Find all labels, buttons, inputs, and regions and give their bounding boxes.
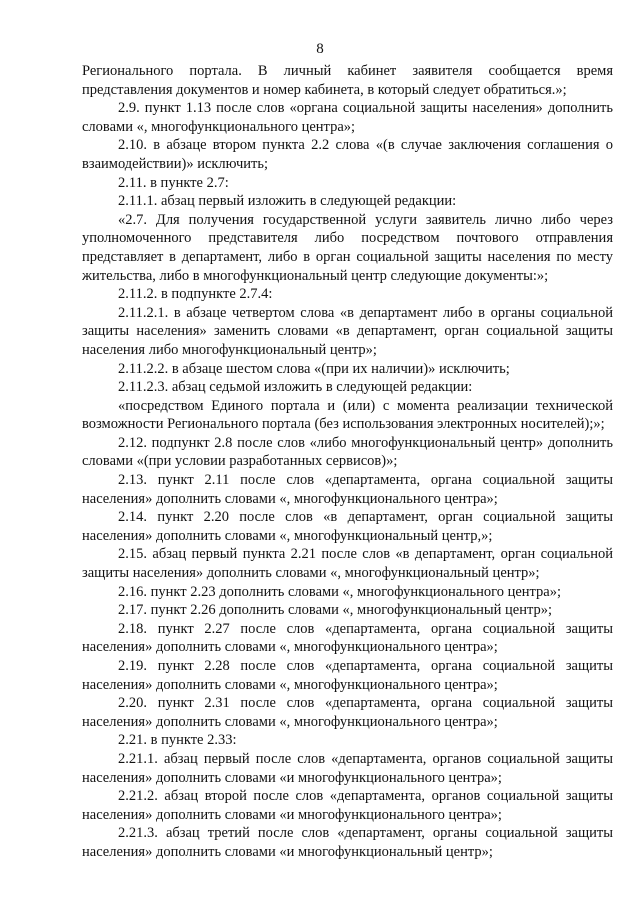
paragraph-2-11-1: 2.11.1. абзац первый изложить в следующей редакции: [118,193,457,210]
paragraph-2-13: 2.13. пункт 2.11 после слов «департамента, органа социальной защиты населения» дополнить словами «, многофункционального центра»; [82,472,613,507]
paragraph-2-9: 2.9. пункт 1.13 после слов «органа социальной защиты населения» дополнить словами «, многофункционального центра»; [82,100,613,135]
paragraph-2-11-2-2: 2.11.2.2. в абзаце шестом слова «(при их наличии)» исключить; [118,360,510,377]
paragraph-2-16: 2.16. пункт 2.23 дополнить словами «, многофункционального центра»; [118,583,562,600]
paragraph-2-21: 2.21. в пункте 2.33: [118,732,237,749]
paragraph-portal-quote: «посредством Единого портала и (или) с момента реализации технической возможности Регионального портала (без использования электронных носителей);»; [82,397,613,433]
paragraph-2-21-2: 2.21.2. абзац второй после слов «департамента, органов социальной защиты населения» дополнить словами «и многофункционального центра»; [82,788,613,823]
document-body [82,62,613,862]
paragraph-continuation: Регионального портала. В личный кабинет заявителя сообщается время представления документов и номер кабинета, в который следует обратиться.»; [82,63,613,98]
page-number: 8 [316,41,324,57]
paragraph-2-17: 2.17. пункт 2.26 дополнить словами «, многофункциональный центр»; [118,602,552,619]
paragraph-2-11: 2.11. в пункте 2.7: [118,174,229,191]
paragraph-2-11-2-3: 2.11.2.3. абзац седьмой изложить в следующей редакции: [118,379,473,396]
paragraph-2-14: 2.14. пункт 2.20 после слов «в департамент, орган социальной защиты населения» дополнить словами «, многофункциональный центр,»; [82,509,613,544]
paragraph-2-11-2-1: 2.11.2.1. в абзаце четвертом слова «в департамент либо в органы социальной защиты населения» заменить словами «в департамент, орган социальной защиты населения либо многофункциональный центр»; [82,304,613,358]
paragraph-2-18: 2.18. пункт 2.27 после слов «департамента, органа социальной защиты населения» дополнить словами «, многофункционального центра»; [82,620,613,656]
paragraph-2-15: 2.15. абзац первый пункта 2.21 после слов «в департамент, орган социальной защиты населения» дополнить словами «, многофункциональный центр»; [82,546,613,582]
paragraph-2-12: 2.12. подпункт 2.8 после слов «либо многофункциональный центр» дополнить словами «(при условии разработанных сервисов)»; [82,434,613,470]
paragraph-2-20: 2.20. пункт 2.31 после слов «департамента, органа социальной защиты населения» дополнить словами «, многофункционального центра»; [82,695,613,730]
paragraph-2-21-1: 2.21.1. абзац первый после слов «департамента, органов социальной защиты населения» дополнить словами «и многофункционального центра»; [82,750,613,786]
paragraph-2-21-3: 2.21.3. абзац третий после слов «департамент, органы социальной защиты населения» дополнить словами «и многофункциональный центр»; [82,825,613,860]
paragraph-2-11-2: 2.11.2. в подпункте 2.7.4: [118,286,273,303]
paragraph-2-7-quote: «2.7. Для получения государственной услуги заявитель лично либо через уполномоченного представителя либо посредством почтового отправления представляет в департамент, либо в орган социальной защиты населения по месту жительства, либо в многофункциональный центр следующие документы:»; [82,211,613,284]
paragraph-2-10: 2.10. в абзаце втором пункта 2.2 слова «(в случае заключения соглашения о взаимодействии)» исключить; [82,137,613,172]
paragraph-2-19: 2.19. пункт 2.28 после слов «департамента, органа социальной защиты населения» дополнить словами «, многофункционального центра»; [82,658,613,693]
